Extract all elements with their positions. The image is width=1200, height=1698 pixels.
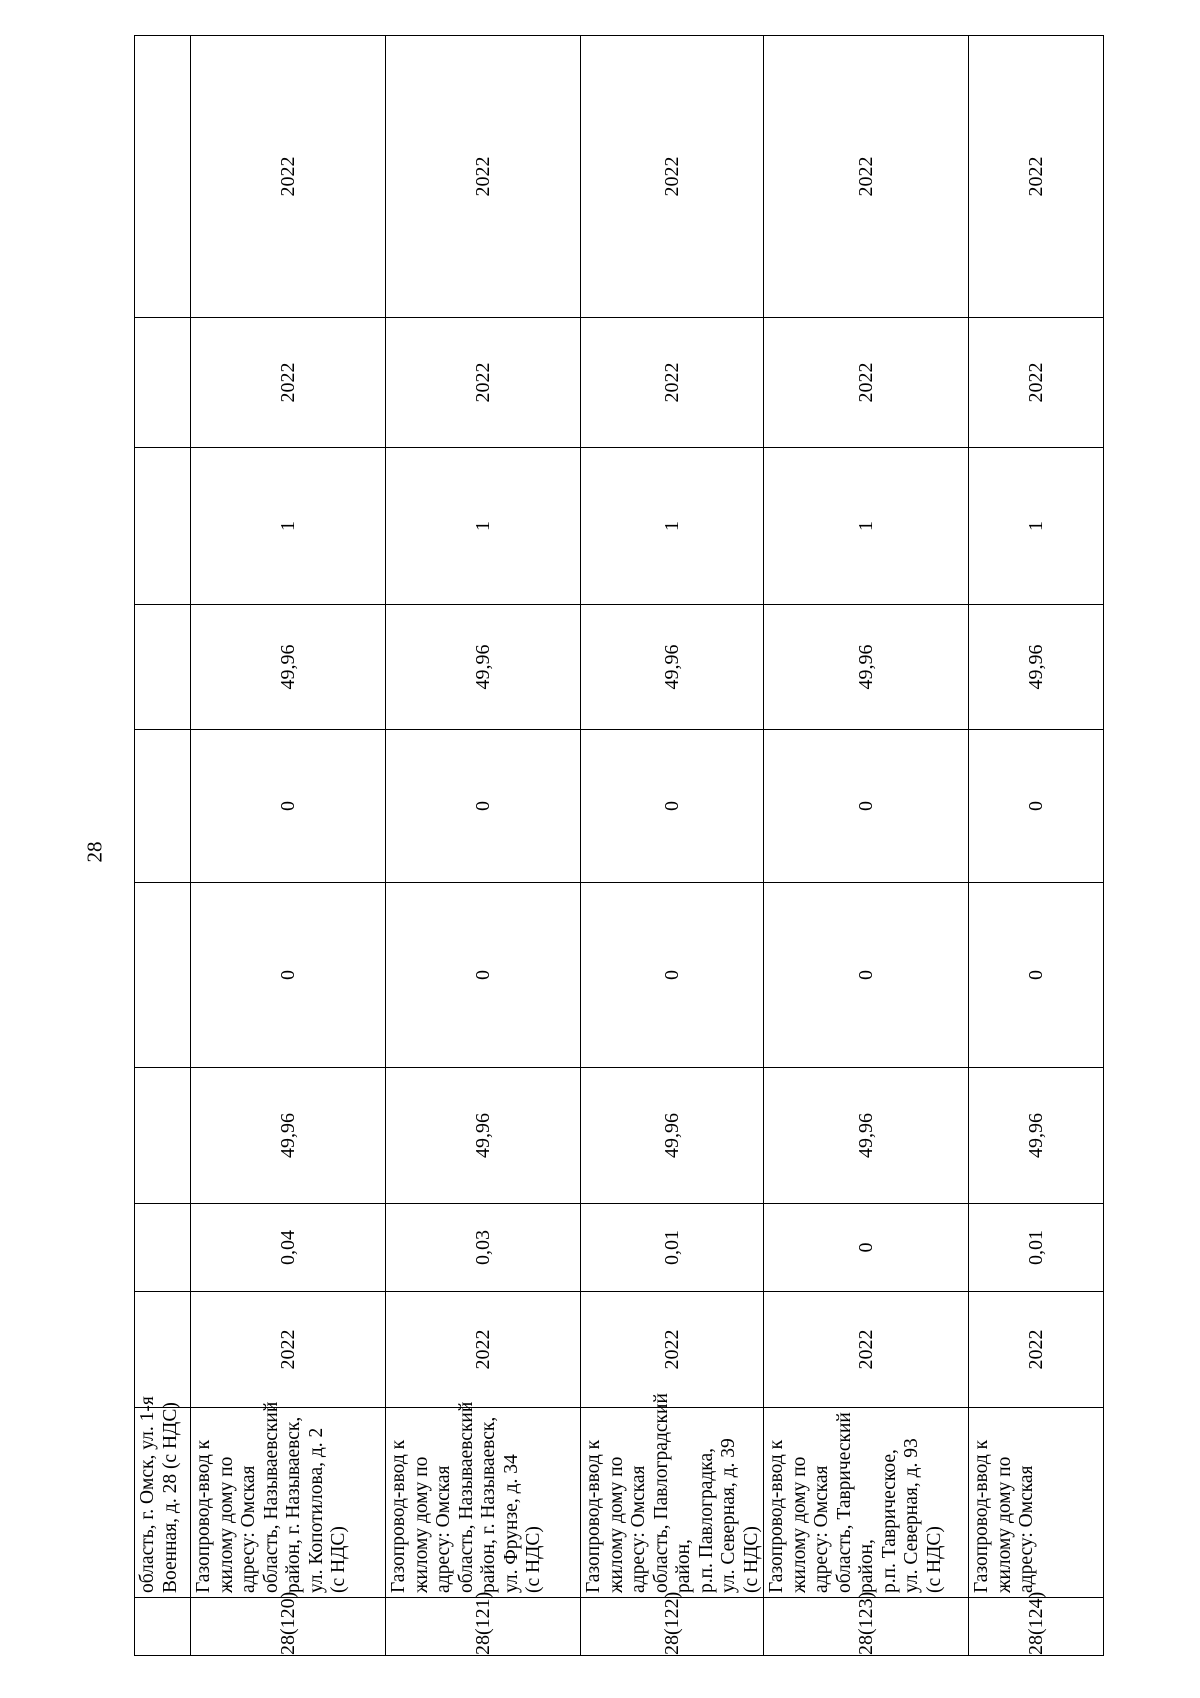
value-cell: 2022 (764, 1292, 969, 1408)
rotated-table-wrapper (134, 36, 1100, 1656)
value-cell: 49,96 (581, 605, 764, 730)
description-line: ул. Северная, д. 93 (901, 1438, 922, 1593)
description-cell (969, 1408, 1104, 1598)
description-line: ул. Фрунзе, д. 34 (500, 1454, 522, 1593)
row-id-cell: 28(124) (969, 1598, 1104, 1656)
value-cell: 0 (581, 883, 764, 1068)
value-cell: 0,03 (386, 1204, 581, 1292)
value-cell: 0,04 (191, 1204, 386, 1292)
value-cell: 0 (969, 730, 1104, 883)
table-body (135, 36, 1104, 1656)
row-id-cell: 28(122) (581, 1598, 764, 1656)
value-cell: 0 (764, 1204, 969, 1292)
value-cell: 2022 (581, 36, 764, 318)
value-cell (135, 1204, 191, 1292)
value-cell: 0 (191, 883, 386, 1068)
description-line: адресу: Омская (238, 1465, 259, 1593)
value-cell: 2022 (764, 318, 969, 448)
description-line: р.п. Павлоградка, (695, 1447, 717, 1593)
value-cell (135, 605, 191, 730)
value-cell: 49,96 (386, 605, 581, 730)
description-line: (с НДС) (523, 1526, 544, 1593)
description-cell (386, 1401, 581, 1598)
description-line: адресу: Омская (1016, 1465, 1037, 1593)
description-line: (с НДС) (740, 1526, 762, 1593)
description-line: область, Называевский (455, 1401, 477, 1593)
value-cell: 2022 (191, 1292, 386, 1408)
description-line: область, Таврический (833, 1412, 855, 1593)
value-cell: 2022 (191, 318, 386, 448)
value-cell: 0 (581, 730, 764, 883)
value-cell: 49,96 (191, 1068, 386, 1204)
description-line: жилому дому по (215, 1456, 237, 1593)
table-row (969, 36, 1104, 1656)
value-cell: 2022 (581, 1292, 764, 1408)
description-line: (с НДС) (923, 1526, 945, 1593)
value-cell: 1 (191, 448, 386, 605)
value-cell: 0 (764, 730, 969, 883)
description-cell (581, 1393, 764, 1598)
description-line: область, Называевский (260, 1401, 282, 1593)
description-line: Газопровод-ввод к (193, 1439, 214, 1593)
value-cell: 0 (386, 730, 581, 883)
description-line: Газопровод-ввод к (766, 1439, 787, 1593)
description-line: район, (673, 1539, 694, 1593)
data-table (134, 35, 1104, 1656)
value-cell: 1 (969, 448, 1104, 605)
description-cell (764, 1408, 969, 1598)
page-number: 28 (82, 841, 107, 863)
description-line: (с НДС) (328, 1526, 349, 1593)
value-cell: 0 (764, 883, 969, 1068)
description-line: область, г. Омск, ул. 1-я (137, 1396, 158, 1593)
description-line: адресу: Омская (628, 1465, 649, 1593)
value-cell: 2022 (969, 1292, 1104, 1408)
description-line: ул. Северная, д. 39 (718, 1438, 739, 1593)
description-line: область, Павлоградский (650, 1393, 672, 1593)
value-cell (135, 1068, 191, 1204)
value-cell (135, 318, 191, 448)
description-line: ул. Копотилова, д. 2 (305, 1427, 327, 1593)
description-line: район, (856, 1539, 877, 1593)
value-cell (135, 1292, 191, 1408)
description-line: адресу: Омская (811, 1465, 832, 1593)
value-cell: 1 (386, 448, 581, 605)
description-line: Газопровод-ввод к (583, 1439, 604, 1593)
value-cell: 49,96 (386, 1068, 581, 1204)
row-id-cell: 28(121) (386, 1598, 581, 1656)
description-line: Военная, д. 28 (с НДС) (159, 1402, 181, 1593)
value-cell: 2022 (386, 318, 581, 448)
description-line: район, г. Называевск, (478, 1416, 499, 1593)
value-cell: 0 (969, 883, 1104, 1068)
value-cell: 0 (191, 730, 386, 883)
value-cell (135, 36, 191, 318)
value-cell (135, 448, 191, 605)
row-id-cell: 28(123) (764, 1598, 969, 1656)
description-line: жилому дому по (788, 1456, 810, 1593)
description-line: адресу: Омская (433, 1465, 454, 1593)
value-cell: 1 (764, 448, 969, 605)
value-cell: 2022 (969, 36, 1104, 318)
value-cell (135, 883, 191, 1068)
value-cell: 0,01 (969, 1204, 1104, 1292)
value-cell: 2022 (386, 36, 581, 318)
value-cell: 49,96 (191, 605, 386, 730)
row-id-cell: 28(120) (191, 1598, 386, 1656)
table-row-continuation (135, 36, 191, 1656)
value-cell: 2022 (764, 36, 969, 318)
description-cell (135, 1396, 191, 1598)
value-cell: 49,96 (764, 1068, 969, 1204)
value-cell: 49,96 (969, 1068, 1104, 1204)
value-cell: 2022 (386, 1292, 581, 1408)
value-cell: 1 (581, 448, 764, 605)
table-row (191, 36, 386, 1656)
description-cell (191, 1401, 386, 1598)
value-cell: 2022 (581, 318, 764, 448)
value-cell: 2022 (191, 36, 386, 318)
value-cell: 2022 (969, 318, 1104, 448)
description-line: р.п. Таврическое, (878, 1449, 900, 1593)
description-line: район, г. Называевск, (283, 1416, 304, 1593)
table-row (386, 36, 581, 1656)
description-line: Газопровод-ввод к (388, 1439, 409, 1593)
value-cell: 49,96 (969, 605, 1104, 730)
description-line: Газопровод-ввод к (971, 1439, 992, 1593)
description-line: жилому дому по (605, 1456, 627, 1593)
description-line: жилому дому по (993, 1456, 1015, 1593)
description-line: жилому дому по (410, 1456, 432, 1593)
table-row (581, 36, 764, 1656)
row-id-cell (135, 1598, 191, 1656)
value-cell: 49,96 (764, 605, 969, 730)
value-cell: 49,96 (581, 1068, 764, 1204)
table-row (764, 36, 969, 1656)
value-cell (135, 730, 191, 883)
value-cell: 0 (386, 883, 581, 1068)
value-cell: 0,01 (581, 1204, 764, 1292)
